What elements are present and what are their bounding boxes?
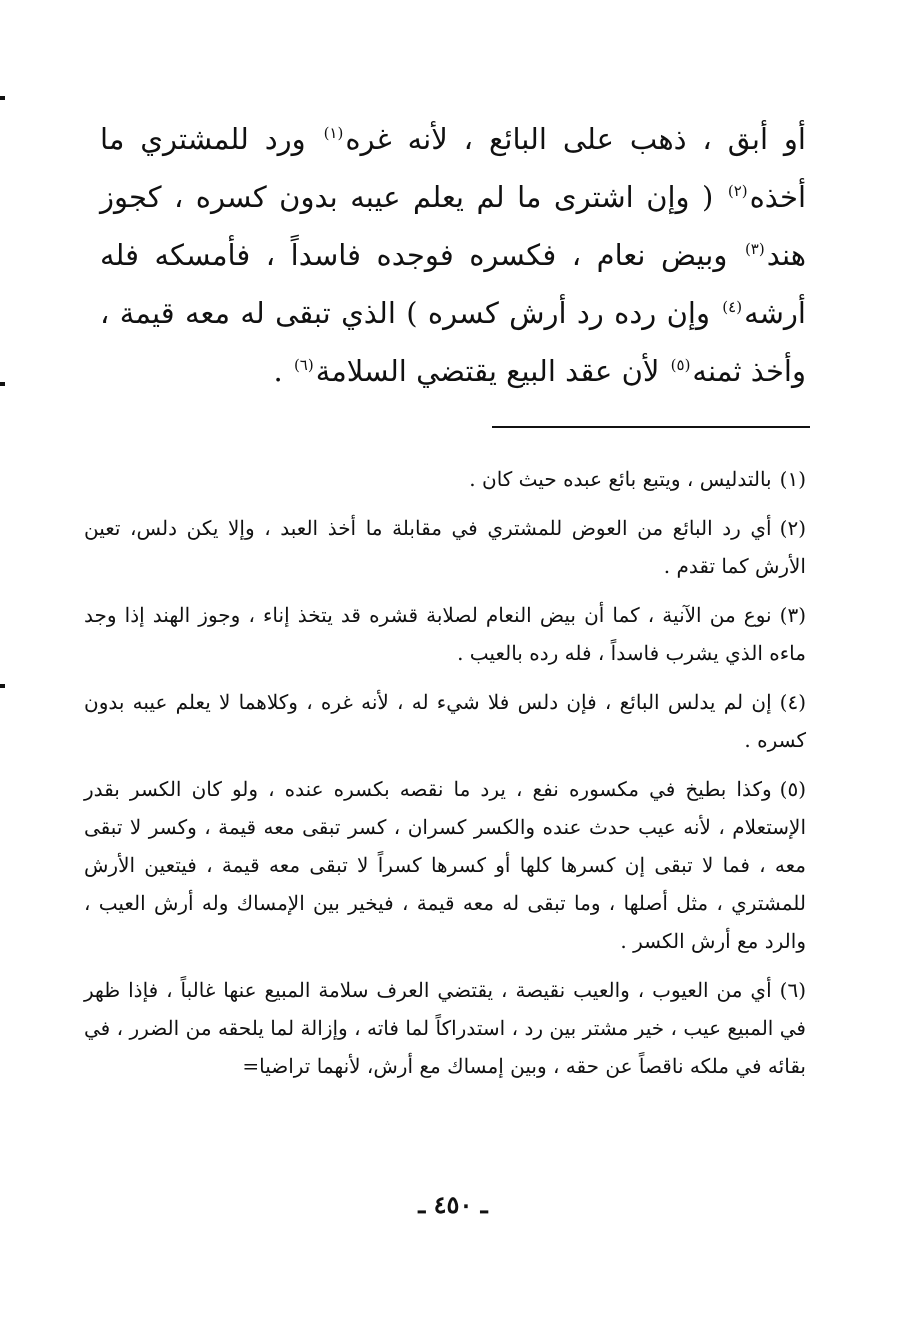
main-text-segment: وبيض نعام ، فكسره فوجده فاسداً ، فأمسكه فله: [100, 238, 728, 272]
main-text-segment: لأن عقد البيع يقتضي السلامة: [315, 354, 660, 388]
scan-edge-mark: [0, 96, 5, 100]
footnote-marker: (٣): [744, 240, 765, 259]
main-paragraph: [100, 110, 806, 400]
page-number: ـ ٤٥٠ ـ: [418, 1190, 488, 1219]
footnote-marker: (١): [323, 124, 344, 143]
footnote-marker: (٥): [670, 356, 691, 375]
footnote-text: بالتدليس ، ويتبع بائع عبده حيث كان .: [469, 467, 772, 491]
scan-edge-mark: [0, 684, 5, 688]
main-text-block: [100, 110, 806, 400]
main-text-segment: ( وإن اشترى ما لم يعلم عيبه بدون كسره ، كجوز: [100, 180, 714, 214]
footnote-text: أي رد البائع من العوض للمشتري في مقابلة ما أخذ العبد ، وإلا يكن دلس، تعين الأرش كما تقدم .: [84, 516, 806, 578]
footnotes-section: [84, 460, 806, 1096]
footnote: [84, 971, 806, 1085]
main-text-segment: وإن رده رد أرش كسره ) الذي تبقى له معه قيمة ،: [100, 296, 710, 330]
footnote: [84, 596, 806, 672]
footnote-number: (٢): [779, 516, 806, 540]
footnote-text: نوع من الآنية ، كما أن بيض النعام لصلابة قشره قد يتخذ إناء ، وجوز الهند إذا وجد ماءه الذي يشرب فاسداً ، فله رده بالعيب .: [84, 603, 806, 665]
main-text-segment: أرشه: [744, 296, 806, 330]
footnote-number: (٥): [779, 777, 806, 801]
main-text-segment: ورد للمشتري ما: [100, 122, 306, 156]
footnote-number: (١): [779, 467, 806, 491]
footnote-number: (٤): [779, 690, 807, 714]
scan-edge-mark: [0, 382, 5, 386]
footnote-number: (٦): [779, 978, 807, 1002]
footnote-marker: (٢): [727, 182, 748, 201]
footnote: [84, 509, 806, 585]
footnote: [84, 460, 806, 498]
main-text-segment: هند: [766, 238, 806, 272]
main-text-segment: أو أبق ، ذهب على البائع ، لأنه غره: [345, 122, 806, 156]
main-text-segment: .: [273, 354, 283, 388]
footnote-text: إن لم يدلس البائع ، فإن دلس فلا شيء له ، لأنه غره ، وكلاهما لا يعلم عيبه بدون كسره .: [84, 690, 806, 752]
footnote-text: أي من العيوب ، والعيب نقيصة ، يقتضي العرف سلامة المبيع عنها غالباً ، فإذا ظهر في المبيع عيب ، خير مشتر بين رد ، استدراكاً لما فاته ، وإزالة لما يلحقه من الضرر ، في بقائه في ملكه ناقصاً عن حقه ، وبين إمساك مع أرش، لأنهما تراضيا=: [84, 978, 806, 1078]
footnote-number: (٣): [779, 603, 806, 627]
footnote-text: وكذا بطيخ في مكسوره نفع ، يرد ما نقصه بكسره عنده ، ولو كان الكسر بقدر الإستعلام ، لأنه عيب حدث عنده والكسر كسران ، كسر تبقى معه قيمة ، وكسر لا تبقى معه ، فما لا تبقى إن كسرها كلها أو كسرها كسراً لا تبقى معه قيمة ، فيتعين الأرش للمشتري ، مثل أصلها ، وما تبقى له معه قيمة ، فيخير بين الإمساك وله أرش العيب ، والرد مع أرش الكسر .: [84, 777, 806, 953]
footnote-separator: [492, 426, 810, 428]
main-text-segment: وأخذ ثمنه: [692, 354, 806, 388]
footnote: [84, 770, 806, 960]
footnote-marker: (٦): [293, 356, 314, 375]
footnote-marker: (٤): [722, 298, 743, 317]
main-text-segment: أخذه: [749, 180, 807, 214]
footnote: [84, 683, 806, 759]
